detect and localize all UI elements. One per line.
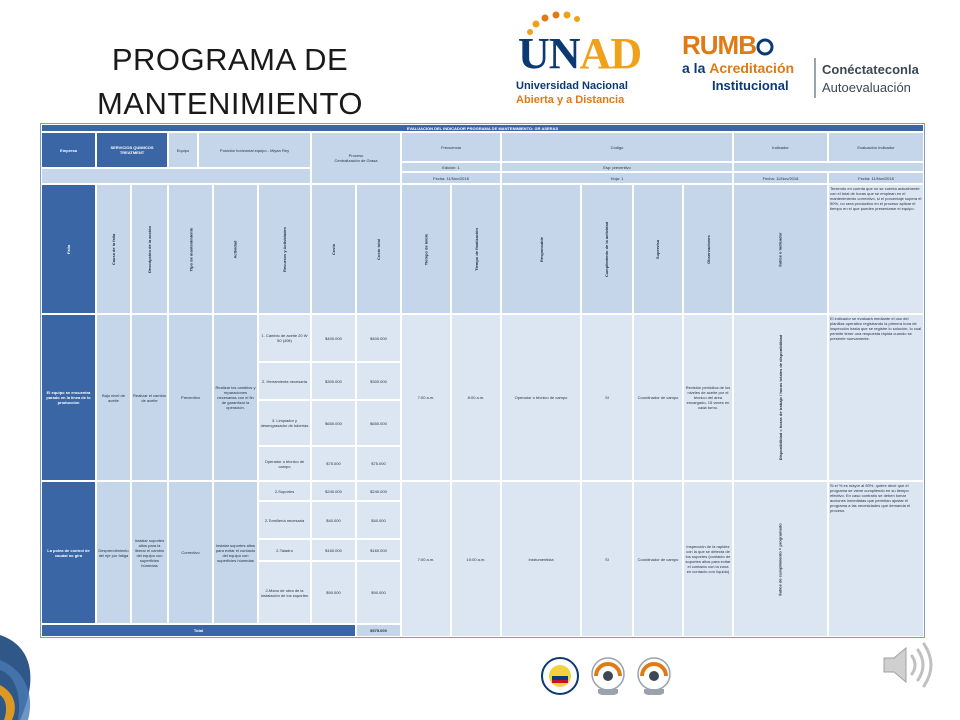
row2-costo: $160.000 <box>311 539 356 561</box>
row2-cumplimiento: SI <box>581 481 633 637</box>
rumbo-institucional: Institucional <box>712 78 789 93</box>
row1-indicador: Disponibilidad = horas de trabajo / horas totales de disponibilidad <box>733 314 828 481</box>
row2-recurso: 2-Tornillería necesaria <box>258 501 311 539</box>
colombia-seal-icon <box>540 656 580 696</box>
col-header: Causa de la falla <box>96 184 131 314</box>
total-label: Total <box>41 624 356 637</box>
logo-divider <box>814 58 816 98</box>
empresa-value: SERVICIOS QUIMICOS TREATMENT <box>96 132 168 168</box>
sgs-certification-icon <box>588 656 628 696</box>
row2-tipo: Correctivo <box>168 481 213 624</box>
row1-falla: El equipo se encuentra parado en la línea de lo producción <box>41 314 96 481</box>
esp-cell: Esp: preventivo <box>501 162 733 172</box>
unad-logo <box>510 10 640 110</box>
row1-costo: $650.000 <box>311 400 356 446</box>
row1-inicio: 7:00 a.m. <box>401 314 451 481</box>
note-top: Teniendo en cuenta que no se cuenta actualmente con el total de horas que se emplean en el mantenimiento correctivo, si el porcentaje supera el 50%, no será productivo en el proceso aplicar el tiempo en el que pueden presentarse el equipo. <box>828 184 924 314</box>
unad-line-1: Universidad Nacional <box>516 80 628 92</box>
col-header: Costo <box>311 184 356 314</box>
row1-total: $650.000 <box>356 400 401 446</box>
row1-accion: Realizar el cambio de aceite <box>131 314 168 481</box>
row1-fin: 8:00 a.m. <box>451 314 501 481</box>
total-value: $975.000 <box>356 624 401 637</box>
col-header: Tiempo de inicio <box>401 184 451 314</box>
row2-total: $90.000 <box>356 561 401 624</box>
row1-recurso: 2. Herramienta necesaria <box>258 362 311 400</box>
col-header: Descripción de la acción <box>131 184 168 314</box>
row2-nota: Si el % es mayor al 80%, quiere decir que el programa se viene cumpliendo en su tiempo efectivo. En caso contrario se deben tomar acciones inmediatas que permitan ajustar el programa a las necesidades que demanda el proceso. <box>828 481 924 637</box>
rumbo-wordmark: RUMB <box>682 30 774 61</box>
row2-costo: $90.000 <box>311 561 356 624</box>
col-header: Supervisa <box>633 184 683 314</box>
proceso-cell: Proceso Centralización de Grasa <box>311 132 401 184</box>
title-line-1: PROGRAMA DE <box>111 42 349 77</box>
row2-recurso: 2-Taladro <box>258 539 311 561</box>
rumbo-logo <box>682 28 952 98</box>
decorative-swirl-icon <box>0 615 90 720</box>
edicion-cell: Edición: 1 <box>401 162 501 172</box>
row2-inicio: 7:00 a.m. <box>401 481 451 637</box>
row1-costo: $400.000 <box>311 314 356 362</box>
conectate-line-2: Autoevaluación <box>822 80 911 95</box>
frecuencia-header: Frecuencia <box>401 132 501 162</box>
title-line-2: MANTENIMIENTO <box>97 86 363 121</box>
indicador-header: Indicador <box>733 132 828 162</box>
eval-indicador-header: Evaluación Indicador <box>828 132 924 162</box>
row2-causa: Desprendimiento del eje por fatiga <box>96 481 131 624</box>
fecha-3: Fecha: 11/Nov/2018 <box>828 172 924 184</box>
row2-total: $160.000 <box>356 539 401 561</box>
rumbo-o-icon <box>756 38 774 56</box>
row1-costo: $75.000 <box>311 446 356 481</box>
row2-total: $240.000 <box>356 481 401 501</box>
row2-indicador: Índice de cumplimiento = programado <box>733 481 828 637</box>
row1-total: $400.000 <box>356 314 401 362</box>
col-header: Falla <box>41 184 96 314</box>
col-header: Tipo de mantenimiento <box>168 184 213 314</box>
row1-total: $75.000 <box>356 446 401 481</box>
row2-total: $40.000 <box>356 501 401 539</box>
speaker-icon[interactable] <box>880 640 940 690</box>
row2-observaciones: Inspección de la rapidez con la que se detecta de los soportes (contacto de soportes altos para evitar el contacto con la zona en contacto con líquido) <box>683 481 733 637</box>
fecha-1: Fecha: 11/Nov/2018 <box>401 172 501 184</box>
empresa-label: Empresa <box>41 132 96 168</box>
table-banner: EVALUACION DEL INDICADOR PROGRAMA DE MANTENIMIENTO: GR ASERAS <box>41 124 924 132</box>
maintenance-table <box>40 123 925 638</box>
row1-actividad: Realizar los cambios y reparaciones necesarias con el fin de garantizar la operación. <box>213 314 258 481</box>
row1-tipo: Preventivo <box>168 314 213 481</box>
unad-line-2: Abierta y a Distancia <box>516 94 625 106</box>
row2-costo: $240.000 <box>311 481 356 501</box>
col-header: Costo total <box>356 184 401 314</box>
codigo-header: Código <box>501 132 733 162</box>
row1-causa: Bajo nivel de aceite <box>96 314 131 481</box>
col-header: Actividad <box>213 184 258 314</box>
row1-responsable: Operador o técnico de campo <box>501 314 581 481</box>
row1-supervisa: Coordinador de campo <box>633 314 683 481</box>
row2-falla: La polea de control de caudal no gira <box>41 481 96 624</box>
row2-costo: $40.000 <box>311 501 356 539</box>
row2-accion: Instalar soportes altos para la liberar el cambio del equipo con superficies húmedas <box>131 481 168 624</box>
row1-observaciones: Revisión periódica de los niveles de aceite por el técnico del área encargado, 15 veces en cada turno. <box>683 314 733 481</box>
row1-cumplimiento: SI <box>581 314 633 481</box>
hoja-cell: Hoja: 1 <box>501 172 733 184</box>
unad-wordmark: UNAD <box>518 29 642 78</box>
row2-fin: 10:00 a.m. <box>451 481 501 637</box>
blank-header-cell <box>41 168 311 184</box>
conectate-line-1: Conéctateconla <box>822 62 919 77</box>
equipo-value: Posición horizontal equipo - Miyan Rey <box>198 132 311 168</box>
row1-nota: El indicador se evaluará mediante el uso del planillas operativo registrando la primera hora de inspección hasta que se registre lo solución, lo cual permite tener una respuesta rápida cuando se presente nuevamente. <box>828 314 924 481</box>
row1-recurso: Operador o técnico de campo <box>258 446 311 481</box>
row1-recurso: 3. Limpiador y desengrasador de tuberías <box>258 400 311 446</box>
col-header: Responsable <box>501 184 581 314</box>
sgs-certification-icon <box>634 656 674 696</box>
slide-title <box>60 38 400 126</box>
rumbo-tagline: a la Acreditación <box>682 60 795 76</box>
col-header: Recursos y Actividades <box>258 184 311 314</box>
row1-costo: $300.000 <box>311 362 356 400</box>
blank-cell <box>733 162 924 172</box>
col-header: Índice o Indicador <box>733 184 828 314</box>
row2-recurso: 2-Soportes <box>258 481 311 501</box>
row2-responsable: Instrumentista <box>501 481 581 637</box>
col-header: Cumplimiento de la actividad <box>581 184 633 314</box>
fecha-2: Fecha: 11/Nov/2018 <box>733 172 828 184</box>
col-header: Tiempo de finalización <box>451 184 501 314</box>
row2-supervisa: Coordinador de campo <box>633 481 683 637</box>
row1-total: $300.000 <box>356 362 401 400</box>
row2-recurso: 2-Mano de obra de la instalación de los soportes <box>258 561 311 624</box>
col-header: Observaciones <box>683 184 733 314</box>
row1-recurso: 1. Cambio de aceite 20 W 50 (40lt) <box>258 314 311 362</box>
equipo-label: Equipo <box>168 132 198 168</box>
row2-actividad: Instalar soportes altos para evitar el contacto del equipo con superficies húmedas <box>213 481 258 624</box>
